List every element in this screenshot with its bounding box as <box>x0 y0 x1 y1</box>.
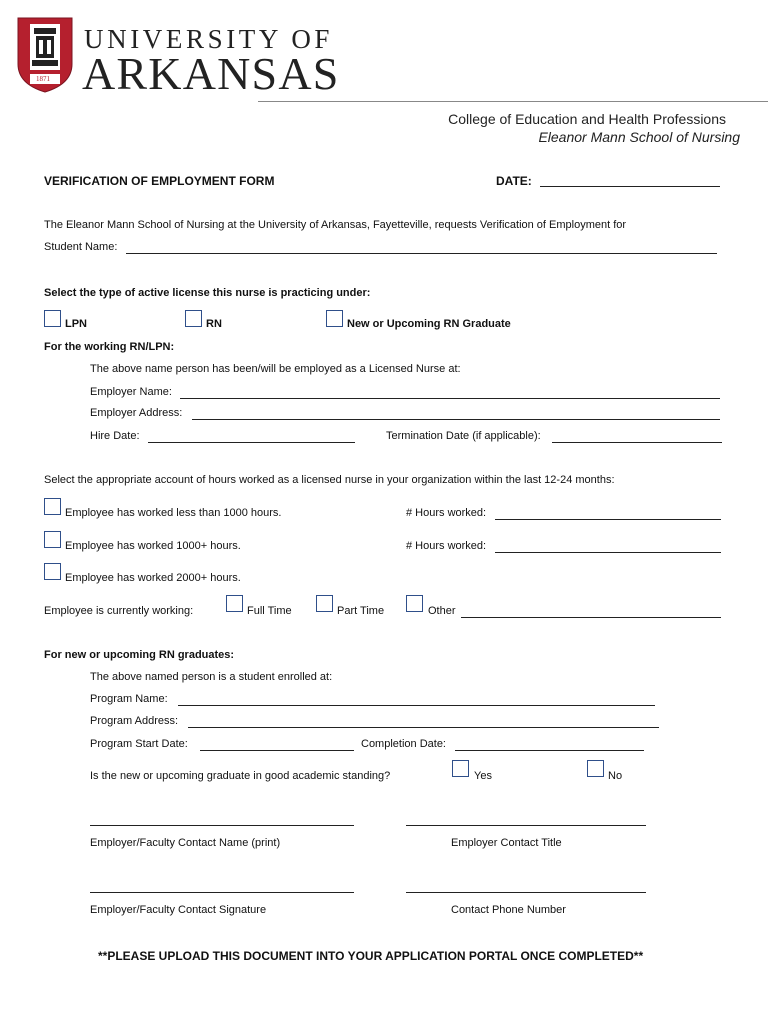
program-address-label: Program Address: <box>90 715 179 727</box>
academic-standing-question: Is the new or upcoming graduate in good academic standing? <box>90 770 391 782</box>
other-checkbox[interactable] <box>406 595 423 612</box>
employer-address-label: Employer Address: <box>90 407 183 419</box>
full-time-checkbox[interactable] <box>226 595 243 612</box>
contact-title-field[interactable] <box>406 825 646 826</box>
part-time-label: Part Time <box>337 605 385 617</box>
standing-no-label: No <box>608 770 623 782</box>
hours-less-1000-label: Employee has worked less than 1000 hours. <box>65 507 282 519</box>
graduates-heading: For new or upcoming RN graduates: <box>44 649 235 661</box>
new-grad-label: New or Upcoming RN Graduate <box>347 318 511 330</box>
program-name-label: Program Name: <box>90 693 168 705</box>
date-label: DATE: <box>496 174 532 188</box>
completion-date-field[interactable] <box>455 750 644 751</box>
part-time-checkbox[interactable] <box>316 595 333 612</box>
contact-phone-label: Contact Phone Number <box>451 904 566 916</box>
lpn-checkbox[interactable] <box>44 310 61 327</box>
contact-phone-field[interactable] <box>406 892 646 893</box>
program-start-date-label: Program Start Date: <box>90 738 188 750</box>
hours-question: Select the appropriate account of hours worked as a licensed nurse in your organization within the last 12-24 months: <box>44 474 615 486</box>
rn-label: RN <box>206 318 222 330</box>
hire-date-label: Hire Date: <box>90 430 140 442</box>
upload-notice: **PLEASE UPLOAD THIS DOCUMENT INTO YOUR APPLICATION PORTAL ONCE COMPLETED** <box>98 949 644 963</box>
contact-title-label: Employer Contact Title <box>451 837 562 849</box>
hours-worked-field-2[interactable] <box>495 552 721 553</box>
currently-working-label: Employee is currently working: <box>44 605 194 617</box>
contact-name-label: Employer/Faculty Contact Name (print) <box>90 837 281 849</box>
new-grad-checkbox[interactable] <box>326 310 343 327</box>
standing-yes-checkbox[interactable] <box>452 760 469 777</box>
hours-1000-plus-label: Employee has worked 1000+ hours. <box>65 540 241 552</box>
graduates-intro: The above named person is a student enrolled at: <box>90 671 333 683</box>
contact-signature-label: Employer/Faculty Contact Signature <box>90 904 267 916</box>
program-address-field[interactable] <box>188 727 659 728</box>
employer-address-field[interactable] <box>192 419 720 420</box>
hours-less-1000-checkbox[interactable] <box>44 498 61 515</box>
student-name-field[interactable] <box>126 253 717 254</box>
standing-no-checkbox[interactable] <box>587 760 604 777</box>
other-field[interactable] <box>461 617 721 618</box>
standing-yes-label: Yes <box>474 770 492 782</box>
employer-name-label: Employer Name: <box>90 386 172 398</box>
hire-date-field[interactable] <box>148 442 355 443</box>
form-title: VERIFICATION OF EMPLOYMENT FORM <box>44 174 275 188</box>
contact-signature-field[interactable] <box>90 892 354 893</box>
license-question: Select the type of active license this nurse is practicing under: <box>44 287 371 299</box>
employer-name-field[interactable] <box>180 398 720 399</box>
hours-worked-label-1: # Hours worked: <box>406 507 487 519</box>
lpn-label: LPN <box>65 318 87 330</box>
contact-name-field[interactable] <box>90 825 354 826</box>
header-rule <box>258 101 768 102</box>
other-label: Other <box>428 605 456 617</box>
intro-text: The Eleanor Mann School of Nursing at the University of Arkansas, Fayetteville, requests Verification of Employment for <box>44 219 627 231</box>
hours-2000-plus-label: Employee has worked 2000+ hours. <box>65 572 241 584</box>
university-seal-logo <box>16 14 74 94</box>
student-name-label: Student Name: <box>44 241 118 253</box>
full-time-label: Full Time <box>247 605 292 617</box>
seal-year: 1871 <box>36 75 50 83</box>
rn-checkbox[interactable] <box>185 310 202 327</box>
completion-date-label: Completion Date: <box>361 738 446 750</box>
hours-worked-label-2: # Hours worked: <box>406 540 487 552</box>
termination-date-field[interactable] <box>552 442 722 443</box>
school-name: Eleanor Mann School of Nursing <box>538 129 740 145</box>
hours-2000-plus-checkbox[interactable] <box>44 563 61 580</box>
termination-date-label: Termination Date (if applicable): <box>386 430 541 442</box>
college-name: College of Education and Health Professions <box>448 111 726 127</box>
program-start-date-field[interactable] <box>200 750 354 751</box>
working-intro: The above name person has been/will be employed as a Licensed Nurse at: <box>90 363 461 375</box>
logo-arkansas: ARKANSAS <box>82 48 340 99</box>
working-heading: For the working RN/LPN: <box>44 341 175 353</box>
logo-university-of: UNIVERSITY OF <box>84 24 334 54</box>
hours-worked-field-1[interactable] <box>495 519 721 520</box>
date-field[interactable] <box>540 186 720 187</box>
program-name-field[interactable] <box>178 705 655 706</box>
hours-1000-plus-checkbox[interactable] <box>44 531 61 548</box>
